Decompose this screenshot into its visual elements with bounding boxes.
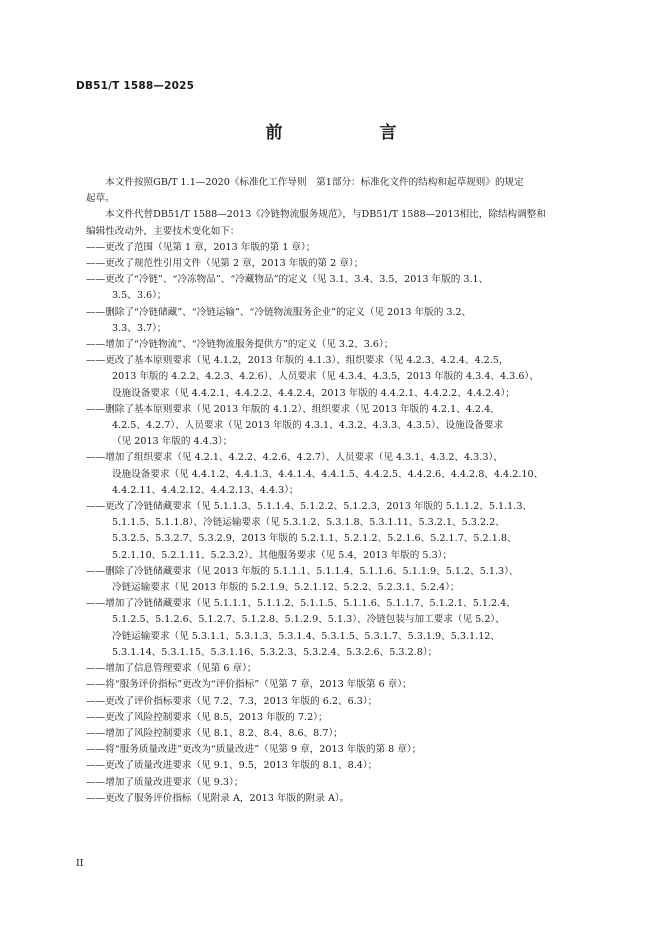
- change-item-continuation: 3.5、3.6）；: [112, 290, 167, 302]
- change-item: [86, 758, 586, 774]
- change-item: [86, 791, 586, 807]
- change-item-continuation: 5.1.2.5、5.1.2.6、5.1.2.7、5.1.2.8、5.1.2.9、5.1.3）、冷链包装与加工要求（见 5.2）、: [112, 614, 505, 626]
- change-item-continuation: 设施设备要求（见 4.4.1.2、4.4.1.3、4.4.1.4、4.4.1.5、4.4.2.5、4.4.2.6、4.4.2.8、4.4.2.10、: [112, 468, 544, 480]
- change-item: [86, 450, 586, 499]
- change-item-line: ——更改了范围（见第 1 章，2013 年版的第 1 章）；: [86, 241, 316, 253]
- change-item: [86, 240, 586, 256]
- change-list: [86, 240, 586, 807]
- change-item-line: ——更改了服务评价指标（见附录 A，2013 年版的附录 A）。: [86, 792, 350, 804]
- change-item: [86, 677, 586, 693]
- change-item-line: ——更改了基本原则要求（见 4.1.2，2013 年版的 4.1.3）、组织要求（见 4.2.3、4.2.4、4.2.5，: [86, 355, 509, 367]
- intro-line: 本文件按照GB/T 1.1—2020《标准化工作导则 第1部分：标准化文件的结构和起草规则》的规定: [86, 177, 524, 188]
- change-item-line: ——增加了质量改进要求（见 9.3）；: [86, 776, 244, 788]
- document-code: DB51/T 1588—2025: [76, 80, 195, 92]
- change-item-continuation: 4.2.5、4.2.7）、人员要求（见 2013 年版的 4.3.1、4.3.2、4.3.3、4.3.5）、设施设备要求: [112, 420, 504, 432]
- change-item: [86, 272, 586, 304]
- change-item-line: ——更改了质量改进要求（见 9.1、9.5，2013 年版的 8.1、8.4）；: [86, 760, 378, 772]
- change-item-line: ——将“服务质量改进”更改为“质量改进”（见第 9 章，2013 年版的第 8 章）；: [86, 744, 422, 756]
- change-item: [86, 775, 586, 791]
- change-item-line: ——更改了“冷链”、“冷冻物品”、“冷藏物品”的定义（见 3.1、3.4、3.5，2013 年版的 3.1、: [86, 274, 489, 286]
- change-item: [86, 256, 586, 272]
- foreword-body: [86, 175, 586, 807]
- intro-paragraphs: [86, 175, 586, 240]
- change-item-continuation: 冷链运输要求（见 5.3.1.1、5.3.1.3、5.3.1.4、5.3.1.5、5.3.1.7、5.3.1.9、5.3.1.12、: [112, 630, 501, 642]
- change-item-continuation: （见 2013 年版的 4.4.3）；: [112, 436, 233, 448]
- change-item-line: ——增加了信息管理要求（见第 6 章）；: [86, 663, 257, 675]
- page-number: II: [76, 858, 84, 869]
- change-item-line: ——将“服务评价指标”更改为“评价指标”（见第 7 章，2013 年版第 6 章）；: [86, 679, 412, 691]
- change-item-line: ——增加了冷链储藏要求（见 5.1.1.1、5.1.1.2、5.1.1.5、5.1.1.6、5.1.1.7、5.1.2.1、5.1.2.4、: [86, 598, 516, 610]
- change-item: [86, 305, 586, 337]
- change-item-continuation: 冷链运输要求（见 2013 年版的 5.2.1.9、5.2.1.12、5.2.2、5.2.3.1、5.2.4）；: [112, 582, 460, 594]
- change-item: [86, 337, 586, 353]
- change-item: [86, 596, 586, 661]
- change-item-continuation: 5.3.1.14、5.3.1.15、5.3.1.16、5.3.2.3、5.3.2.4、5.3.2.6、5.3.2.8）；: [112, 646, 438, 658]
- change-item: [86, 742, 586, 758]
- intro-line: 编辑性改动外，主要技术变化如下：: [86, 225, 240, 237]
- change-item: [86, 710, 586, 726]
- change-item-continuation: 5.3.2.5、5.3.2.7、5.3.2.9，2013 年版的 5.2.1.1、5.2.1.2、5.2.1.6、5.2.1.7、5.2.1.8、: [112, 533, 517, 545]
- change-item-line: ——删除了基本原则要求（见 2013 年版的 4.1.2）、组织要求（见 2013 年版的 4.2.1、4.2.4、: [86, 403, 500, 415]
- intro-line: 起草。: [86, 193, 115, 205]
- change-item-continuation: 3.3、3.7）；: [112, 322, 167, 334]
- change-item-line: ——删除了“冷链储藏”、“冷链运输”、“冷链物流服务企业”的定义（见 2013 年版的 3.2、: [86, 306, 472, 318]
- change-item-line: ——增加了组织要求（见 4.2.1、4.2.2、4.2.6、4.2.7）、人员要求（见 4.3.1、4.3.2、4.3.3）、: [86, 452, 503, 464]
- change-item-continuation: 2013 年版的 4.2.2、4.2.3、4.2.6）、人员要求（见 4.3.4、4.3.5，2013 年版的 4.3.4、4.3.6）、: [112, 371, 539, 383]
- change-item-continuation: 5.2.1.10、5.2.1.11、5.2.3.2）、其他服务要求（见 5.4，2013 年版的 5.3）；: [112, 549, 453, 561]
- change-item-line: ——更改了规范性引用文件（见第 2 章，2013 年版的第 2 章）；: [86, 258, 364, 270]
- change-item-line: ——更改了风险控制要求（见 8.5，2013 年版的 7.2）；: [86, 711, 328, 723]
- change-item: [86, 499, 586, 564]
- page-title: 前 言: [265, 123, 437, 143]
- change-item-continuation: 5.1.1.5、5.1.1.8）、冷链运输要求（见 5.3.1.2、5.3.1.8、5.3.1.11、5.3.2.1、5.3.2.2、: [112, 517, 505, 529]
- change-item-line: ——增加了“冷链物流”、“冷链物流服务提供方”的定义（见 3.2、3.6）；: [86, 339, 394, 351]
- change-item: [86, 564, 586, 596]
- change-item: [86, 353, 586, 402]
- change-item: [86, 726, 586, 742]
- intro-line: 本文件代替DB51/T 1588—2013《冷链物流服务规范》，与DB51/T 1588—2013相比，除结构调整和: [86, 209, 546, 221]
- change-item-line: ——更改了评价指标要求（见 7.2、7.3，2013 年版的 6.2、6.3）；: [86, 695, 378, 707]
- change-item: [86, 661, 586, 677]
- change-item-line: ——删除了冷链储藏要求（见 2013 年版的 5.1.1.1、5.1.1.4、5.1.1.6、5.1.1.9、5.1.2、5.1.3）、: [86, 565, 519, 577]
- change-item-line: ——增加了风险控制要求（见 8.1、8.2、8.4、8.6、8.7）；: [86, 727, 343, 739]
- change-item-continuation: 4.4.2.11、4.4.2.12、4.4.2.13、4.4.3）；: [112, 484, 299, 496]
- change-item: [86, 694, 586, 710]
- change-item-line: ——更改了冷链储藏要求（见 5.1.1.3、5.1.1.4、5.1.2.2、5.1.2.3，2013 年版的 5.1.1.2、5.1.1.3、: [86, 501, 533, 513]
- change-item: [86, 402, 586, 451]
- change-item-continuation: 设施设备要求（见 4.4.2.1、4.4.2.2、4.4.2.4，2013 年版的 4.4.2.1、4.4.2.2、4.4.2.4）；: [112, 387, 515, 399]
